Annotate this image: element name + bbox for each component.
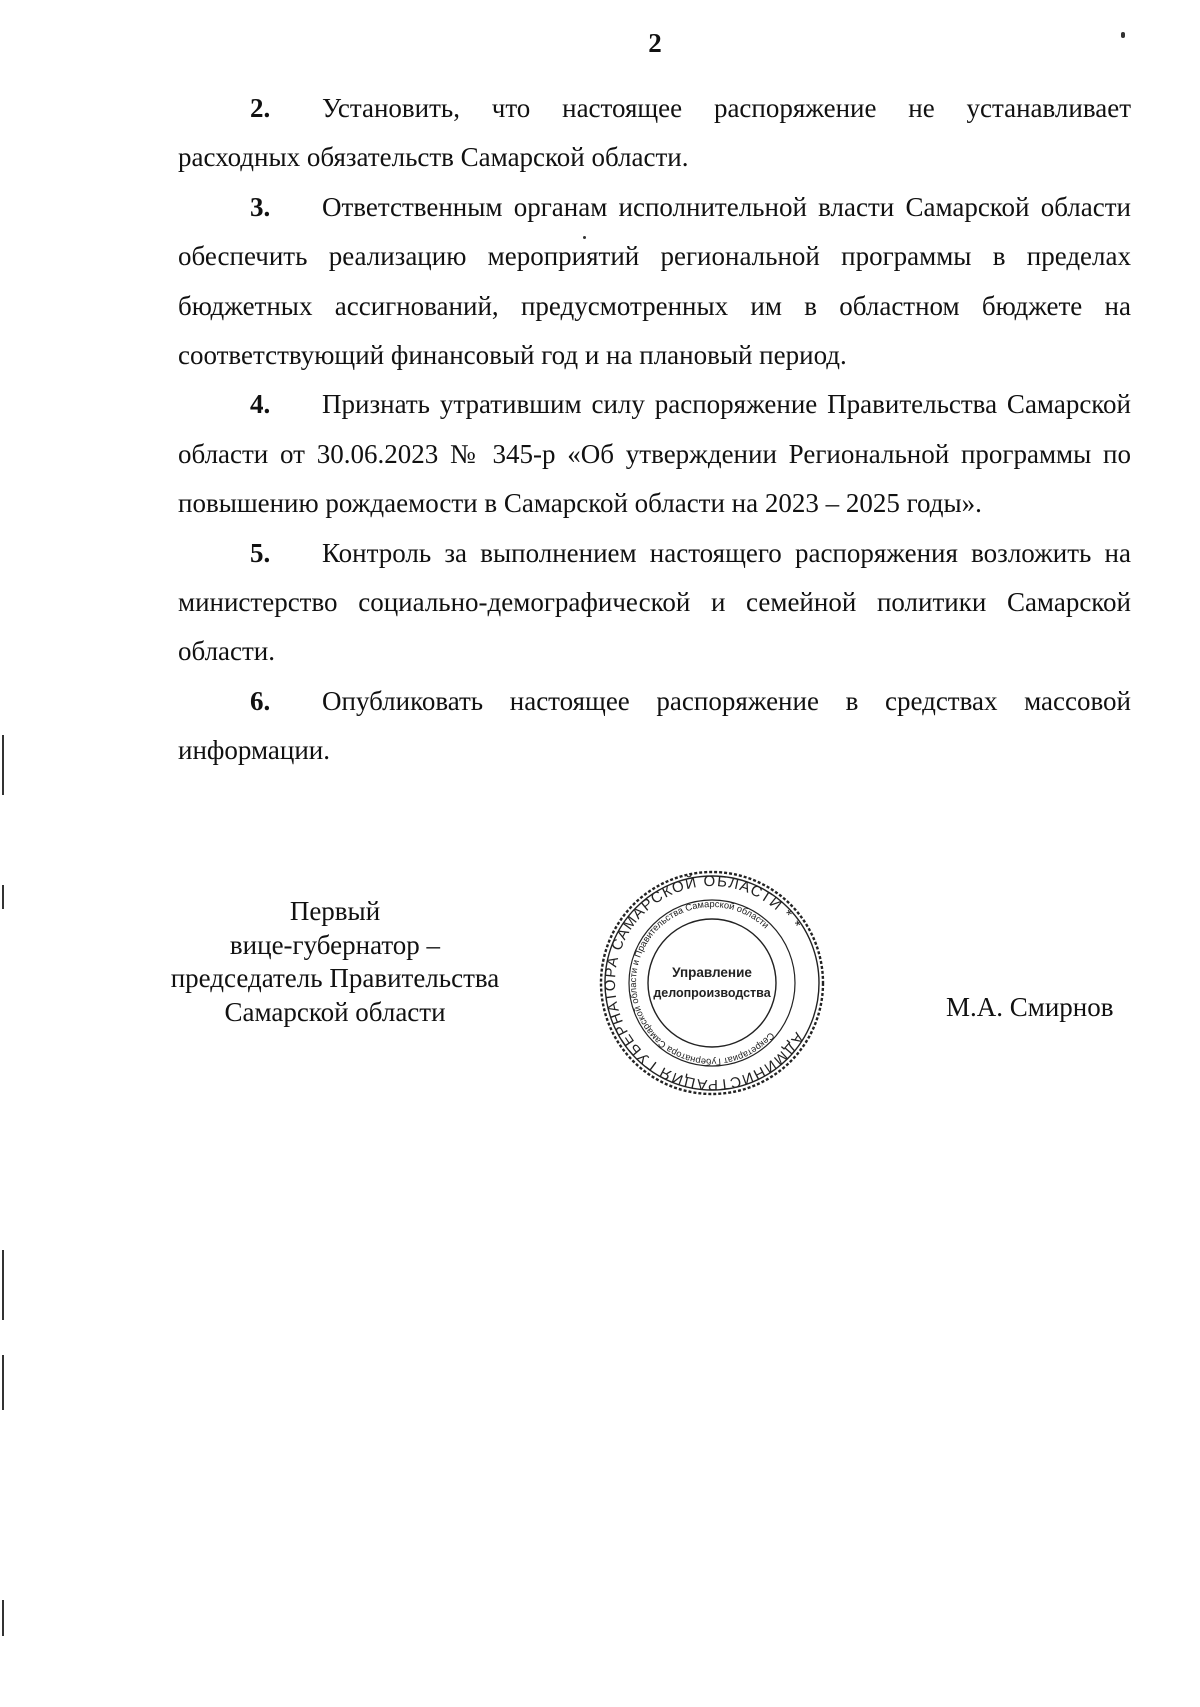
scan-edge-mark [2,1355,4,1410]
document-body [178,84,1131,776]
scan-edge-mark [2,885,4,909]
signer-position-line: вице-губернатор – [229,929,441,960]
paragraph-number: 6. [250,685,271,716]
signer-position-line: председатель Правительства [170,963,500,993]
scan-edge-mark [2,735,4,795]
paragraph-6 [178,677,1131,776]
stamp-center-line-2: делопроизводства [653,986,771,1000]
signer-position-line: Самарской области [224,996,446,1027]
paragraph-5 [178,529,1131,677]
paragraph-4 [178,380,1131,528]
paragraph-text: Контроль за выполнением настоящего распоряжения возложить на министерство социально-демографической и семейной политики Самарской области. [178,537,1131,667]
paragraph-text: Признать утратившим силу распоряжение Правительства Самарской области от 30.06.2023 № 345-р «Об утверждении Региональной программы по повышению рождаемости в Самарской области на 2023 – 2025 годы». [178,389,1131,519]
paragraph-number: 3. [250,191,271,222]
signer-name: М.А. Смирнов [946,992,1114,1022]
paragraph-number: 4. [250,389,271,420]
official-seal-stamp [598,869,826,1097]
signer-position [150,895,520,1029]
paragraph-number: 2. [250,93,271,123]
signer-position-line: Первый [289,896,381,926]
stamp-outer-text: АДМИНИСТРАЦИЯ ГУБЕРНАТОРА САМАРСКОЙ ОБЛАСТИ * * [601,872,808,1094]
stamp-center-line-1: Управление [672,965,752,980]
stamp-middle-text: Секретариат Губернатора Самарской области и Правительства Самарской области [627,898,777,1068]
paragraph-text: Ответственным органам исполнительной власти Самарской области обеспечить реализацию мероприятий региональной программы в пределах бюджетных ассигнований, предусмотренных им в областном бюджете на соответствующий финансовый год и на плановый период. [178,191,1131,371]
paragraph-number: 5. [250,537,271,568]
scan-edge-mark [2,1250,4,1320]
paragraph-text: Опубликовать настоящее распоряжение в средствах массовой информации. [178,685,1131,766]
scan-edge-mark [2,1600,4,1636]
scan-speck [583,236,586,239]
page-number: 2 [648,28,662,58]
paragraph-2 [178,84,1131,183]
paragraph-3 [178,183,1131,381]
scan-speck [1121,32,1125,38]
paragraph-text: Установить, что настоящее распоряжение не устанавливает расходных обязательств Самарской области. [178,93,1131,173]
